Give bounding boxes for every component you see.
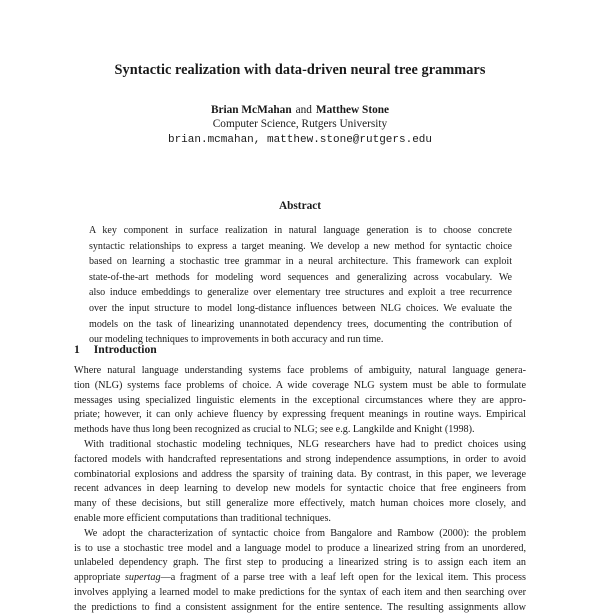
abstract-line: models on the task of linearizing unannotated dependency trees, documenting the contribution of xyxy=(89,318,512,330)
intro-line: With traditional stochastic modeling techniques, NLG researchers have had to predict choices using xyxy=(84,438,526,450)
intro-line: involves applying a learned model to make predictions for the syntax of each item and then searching over xyxy=(74,586,526,598)
abstract-line: also induce embeddings to generalize over elementary tree structures and exploit a tree recurrence xyxy=(89,287,512,299)
abstract-line: syntactic relationships to express a target meaning. We develop a new method for syntactic choice xyxy=(89,240,512,252)
intro-line: is to use a stochastic tree model and a language model to produce a linearized string from an unordered, xyxy=(74,542,526,554)
intro-line: combinatorial explosions and address the sparsity of training data. By contrast, in this paper, we leverage xyxy=(74,468,526,480)
intro-line: factored models with handcrafted representations and strong independence assumptions, in order to avoid xyxy=(74,453,526,465)
intro-line: recent advances in deep learning to develop new models for syntactic choice that free engineers from xyxy=(74,483,526,495)
section-heading xyxy=(74,343,157,356)
abstract-line: state-of-the-art methods for modeling word sequences and generalizing across vocabulary. We xyxy=(89,271,512,283)
intro-line: methods have thus long been recognized as crucial to NLG; see e.g. Langkilde and Knight (1998). xyxy=(74,424,475,436)
abstract-body xyxy=(89,223,512,348)
author-first: Brian McMahan xyxy=(210,104,292,116)
author-line xyxy=(0,102,600,118)
section-number: 1 xyxy=(74,343,80,356)
section-title: Introduction xyxy=(93,343,157,356)
introduction-body xyxy=(74,364,526,616)
supertag-term: supertag xyxy=(124,572,161,584)
intro-line: tion (NLG) systems face problems of choice. A wide coverage NLG system must be able to formulate xyxy=(74,379,526,391)
abstract-heading: Abstract xyxy=(278,200,322,212)
intro-line-end: —a fragment of a parse tree with a leaf left open for the lexical item. This process xyxy=(160,572,526,584)
author-second: Matthew Stone xyxy=(315,104,390,116)
paper-title: Syntactic realization with data-driven neural tree grammars xyxy=(114,62,486,78)
author-joiner: and xyxy=(295,104,312,116)
intro-line: many of these decisions, but still generalize more effectively, match human choices more closely, and xyxy=(74,498,526,510)
intro-line: priate; however, it can only achieve fluency by expressing frequent meanings in routine ways. Empirical xyxy=(74,409,526,421)
intro-line: the predictions to find a consistent assignment for the entire sentence. The resulting assignments allow xyxy=(74,601,526,613)
intro-line: We adopt the characterization of syntactic choice from Bangalore and Rambow (2000): the problem xyxy=(84,527,526,539)
abstract-line: A key component in surface realization in natural language generation is to choose concrete xyxy=(89,225,512,236)
affiliation: Computer Science, Rutgers University xyxy=(212,118,388,130)
intro-line: unlabeled dependency graph. The first step to producing a linearized string is to assign each item an xyxy=(74,557,526,569)
abstract-line: over the input structure to model long-distance influences between NLG choices. We evaluate the xyxy=(89,302,512,314)
intro-line: enable more efficient computations than traditional techniques. xyxy=(74,512,331,524)
intro-line xyxy=(74,571,526,586)
intro-line: Where natural language understanding systems face problems of ambiguity, natural language genera- xyxy=(74,365,526,376)
abstract-line: based on learning a stochastic tree grammar in a neural architecture. This framework can exploit xyxy=(89,256,512,268)
author-emails: brian.mcmahan, matthew.stone@rutgers.edu xyxy=(167,134,433,146)
intro-line-start: appropriate xyxy=(74,572,125,584)
intro-line: messages using specialized linguistic elements in the exceptional circumstances where they are appro- xyxy=(74,394,526,406)
abstract-line: our modeling techniques to improvements in both accuracy and run time. xyxy=(89,334,384,346)
